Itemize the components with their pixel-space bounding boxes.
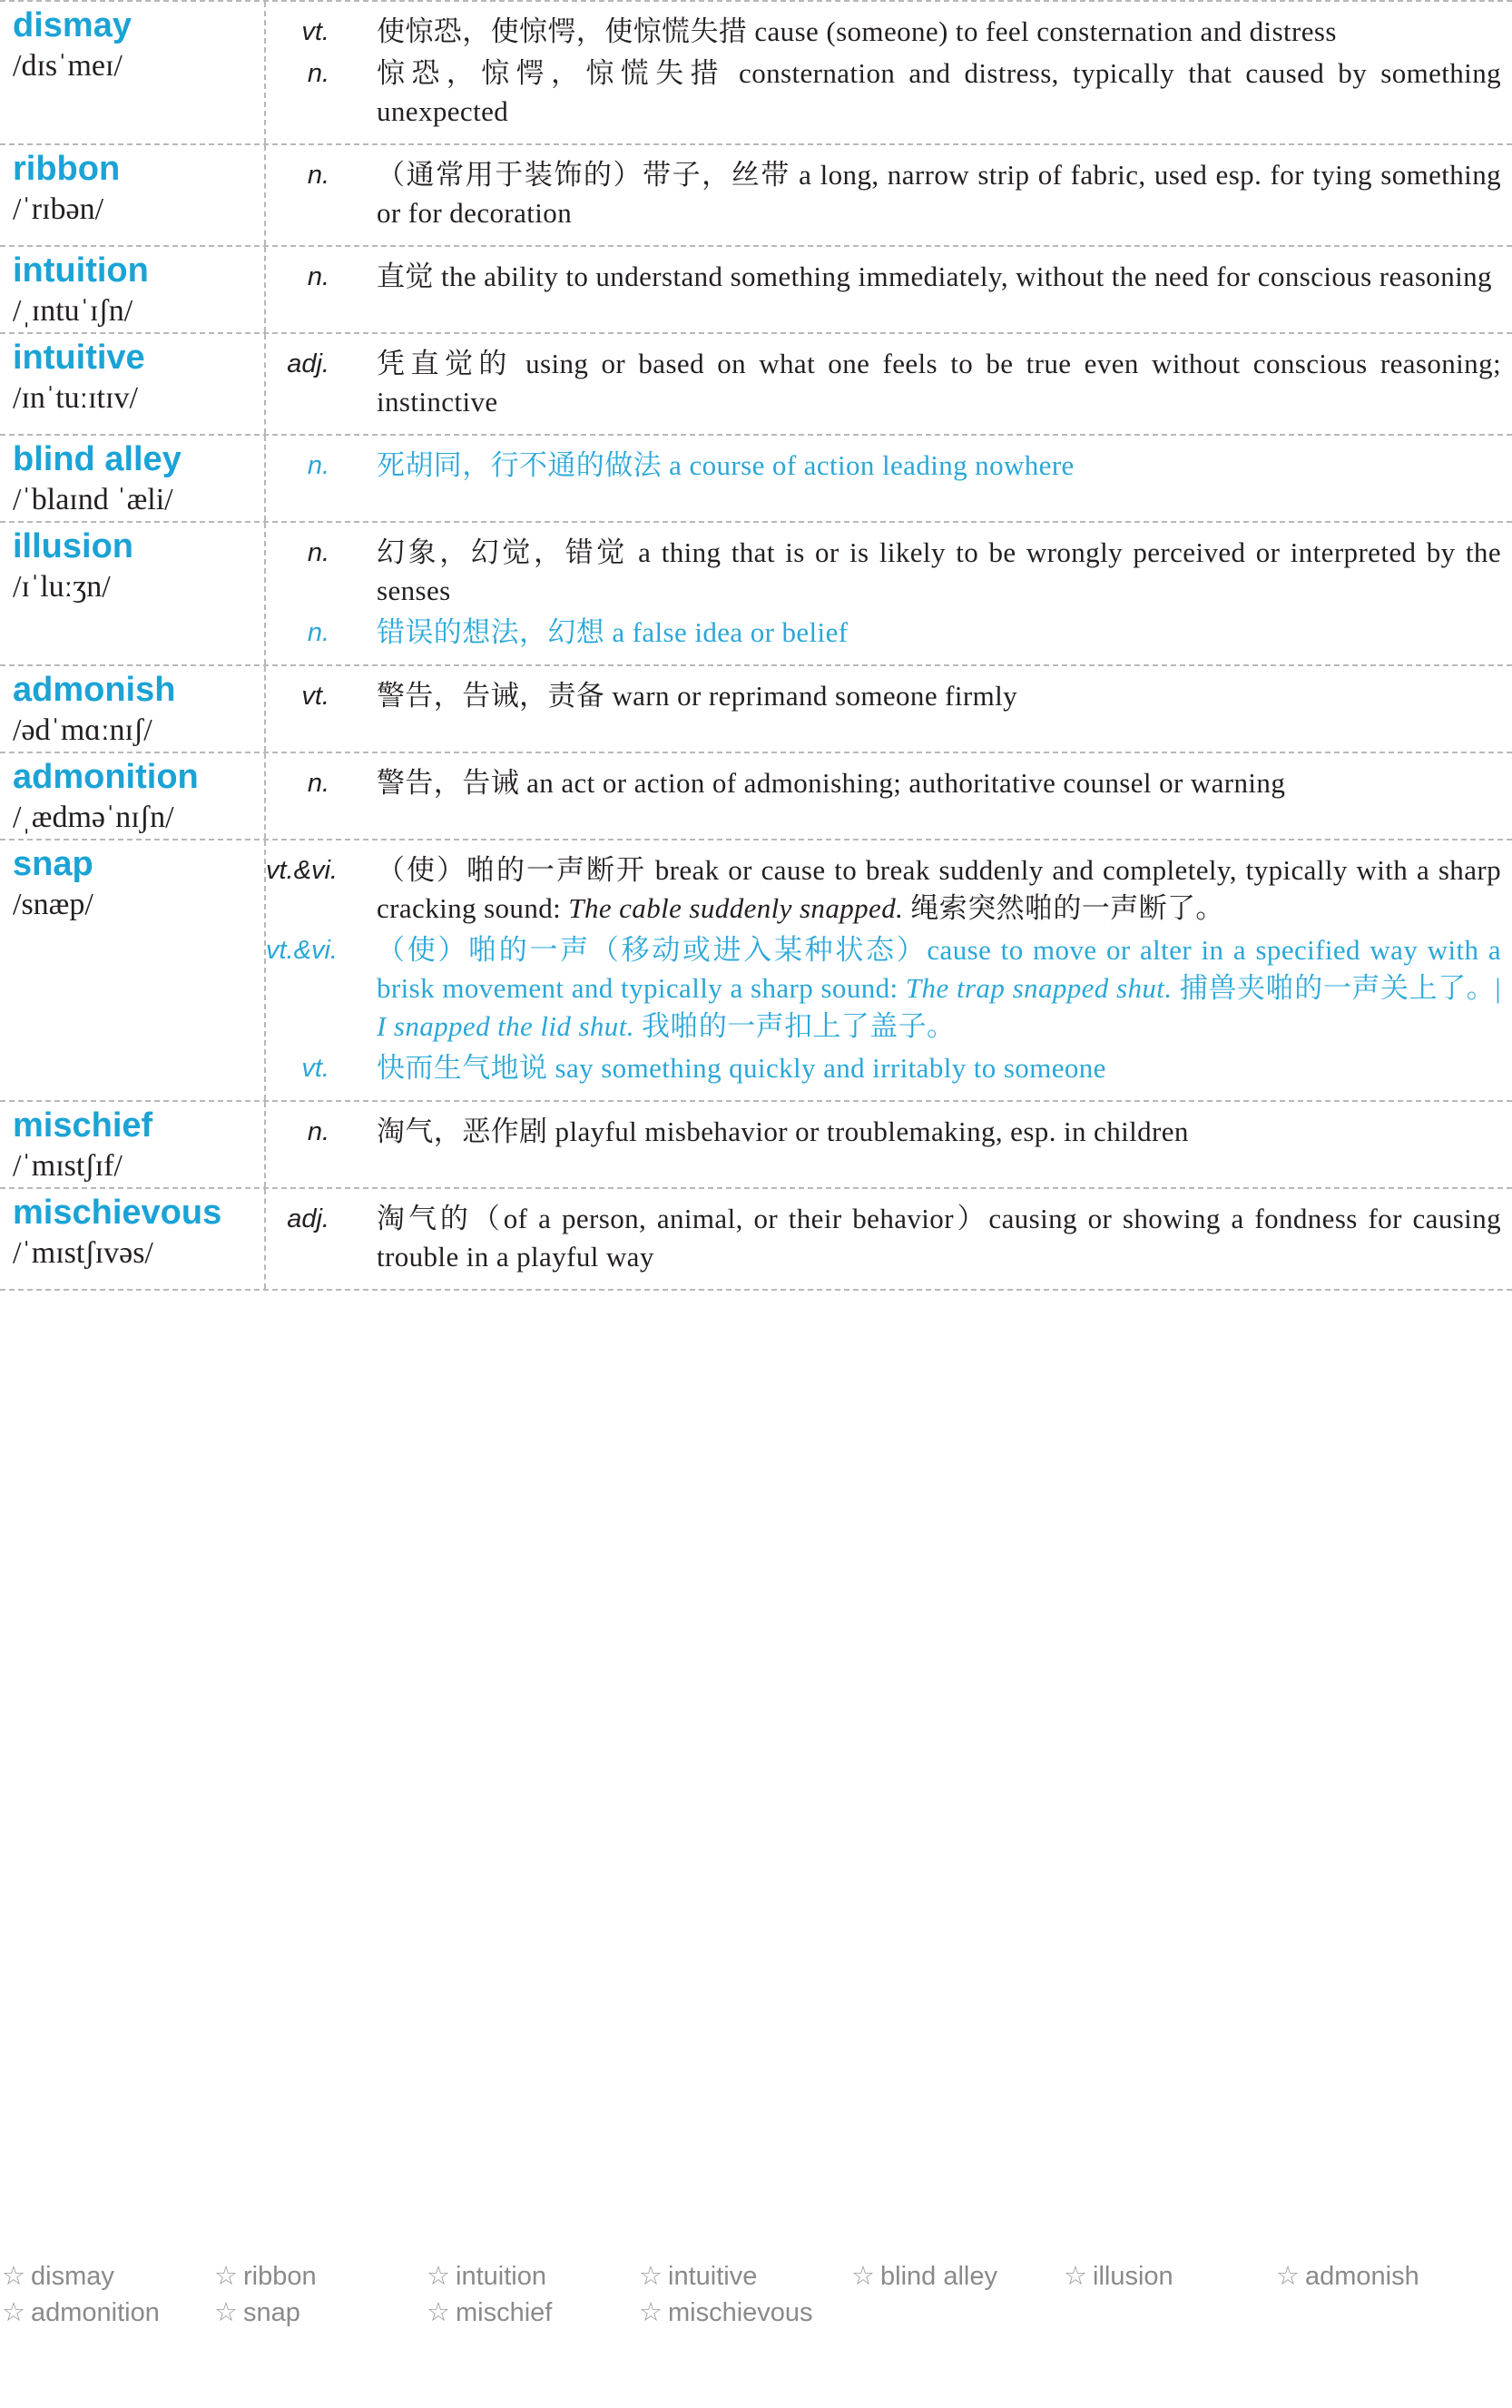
footer-word: intuition: [456, 2262, 546, 2291]
definition-text: [340, 614, 1501, 652]
headword-cell: [0, 840, 266, 1100]
part-of-speech: vt.&vi.: [266, 856, 338, 885]
headword: dismay: [13, 6, 132, 44]
definitions: [266, 1189, 1512, 1289]
star-icon: ☆: [1276, 2262, 1300, 2291]
footer-word: dismay: [31, 2262, 114, 2291]
footer-row: [0, 2295, 1512, 2331]
definition-segment: （使）啪的一声（移动或进入某种状态）cause to move or alter in a specified way with a brisk movement and typically a sharp sound:: [377, 934, 1501, 1004]
part-of-speech: vt.: [301, 17, 329, 46]
definition-text: [340, 447, 1501, 485]
phonetic: /ˈmɪstʃɪvəs/: [13, 1236, 153, 1270]
star-icon: ☆: [427, 2262, 450, 2291]
part-of-speech: adj.: [287, 1204, 329, 1233]
definition: [266, 677, 1501, 715]
definitions: [266, 523, 1512, 664]
vocab-entry: [0, 1189, 1512, 1291]
headword-cell: [0, 666, 266, 752]
definition-text: [340, 764, 1501, 802]
headword: admonition: [13, 758, 199, 796]
part-of-speech: n.: [307, 59, 329, 88]
phonetic: /ˌɪntuˈɪʃn/: [13, 294, 133, 328]
footer-word: admonition: [31, 2298, 160, 2327]
definitions: [266, 2, 1512, 143]
footer-word: mischief: [456, 2298, 553, 2327]
headword: blind alley: [13, 440, 182, 478]
star-icon: ☆: [214, 2298, 238, 2327]
footer-word-item: [1274, 2258, 1487, 2295]
headword-cell: [0, 1189, 266, 1289]
phonetic: /dɪsˈmeɪ/: [13, 49, 123, 83]
definition: [266, 54, 1501, 131]
definitions: [266, 666, 1512, 752]
definition: [266, 851, 1501, 928]
headword-cell: [0, 247, 266, 332]
definitions: [266, 145, 1512, 245]
part-of-speech: n.: [307, 769, 329, 798]
definition: [266, 931, 1501, 1046]
star-icon: ☆: [2, 2262, 25, 2291]
definition-text: [340, 54, 1501, 131]
definition: [266, 764, 1501, 802]
definition-text: [340, 1049, 1501, 1087]
footer-word: admonish: [1305, 2262, 1419, 2291]
vocab-entry: [0, 247, 1512, 334]
definition-segment: 淘气的（of a person, animal, or their behavior）causing or showing a fondness for causing trouble in a playful way: [377, 1203, 1501, 1273]
definition-segment: 绳索突然啪的一声断了。: [903, 892, 1224, 924]
star-icon: ☆: [2, 2298, 25, 2327]
headword: intuition: [13, 251, 149, 290]
definition-text: [340, 1200, 1501, 1276]
part-of-speech: n.: [307, 538, 329, 567]
definition-segment: 错误的想法，幻想 a false idea or belief: [377, 616, 849, 648]
definition-text: [340, 13, 1501, 51]
definition-segment: 直觉 the ability to understand something immediately, without the need for conscious reasoning: [377, 260, 1492, 292]
footer-word: illusion: [1093, 2262, 1173, 2291]
headword-cell: [0, 523, 266, 664]
part-of-speech: n.: [307, 451, 329, 480]
definition: [266, 13, 1501, 51]
phonetic: /ɪnˈtuːɪtɪv/: [13, 381, 138, 415]
definition: [266, 534, 1501, 610]
star-icon: ☆: [1064, 2262, 1087, 2291]
headword-cell: [0, 753, 266, 839]
headword-cell: [0, 436, 266, 521]
footer-row: [0, 2258, 1512, 2295]
vocab-entry: [0, 334, 1512, 436]
phonetic: /snæp/: [13, 888, 93, 921]
part-of-speech: vt.: [301, 1054, 329, 1083]
footer-word-item: [1062, 2258, 1274, 2295]
definition-text: [340, 1113, 1501, 1151]
definition-text: [340, 851, 1501, 928]
definition-segment: （通常用于装饰的）带子，丝带 a long, narrow strip of fabric, used esp. for tying something or for decoration: [377, 159, 1501, 229]
definition: [266, 447, 1501, 485]
headword: illusion: [13, 527, 133, 565]
star-icon: ☆: [639, 2262, 663, 2291]
definition-segment: 惊恐，惊愕，惊慌失措 consternation and distress, typically that caused by something unexpected: [377, 57, 1501, 127]
footer-word-item: [849, 2258, 1062, 2295]
definition: [266, 258, 1501, 296]
definitions: [266, 247, 1512, 332]
footer-word: mischievous: [668, 2298, 813, 2327]
definition-text: [340, 677, 1501, 715]
headword-cell: [0, 334, 266, 434]
definition-segment: 捕兽夹啪的一声关上了。|: [1172, 972, 1501, 1004]
definition: [266, 614, 1501, 652]
definition: [266, 1049, 1501, 1087]
phonetic: /ˈmɪstʃɪf/: [13, 1149, 123, 1183]
vocab-entry: [0, 523, 1512, 666]
definition-segment: 快而生气地说 say something quickly and irritably to someone: [377, 1052, 1106, 1084]
definition-segment: 淘气，恶作剧 playful misbehavior or troublemaking, esp. in children: [377, 1116, 1189, 1147]
example-sentence: The trap snapped shut.: [905, 972, 1173, 1004]
definition-text: [340, 931, 1501, 1046]
definition-text: [340, 534, 1501, 610]
definition-segment: 警告，告诫 an act or action of admonishing; authoritative counsel or warning: [377, 767, 1286, 799]
definition-text: [340, 156, 1501, 232]
example-sentence: The cable suddenly snapped.: [568, 892, 904, 924]
vocab-entry: [0, 666, 1512, 753]
star-icon: ☆: [639, 2298, 663, 2327]
definition: [266, 156, 1501, 232]
vocab-entry: [0, 0, 1512, 145]
definition-segment: 我啪的一声扣上了盖子。: [633, 1010, 956, 1042]
headword-cell: [0, 145, 266, 245]
headword: snap: [13, 845, 93, 883]
footer-word: ribbon: [243, 2262, 317, 2291]
definitions: [266, 753, 1512, 839]
phonetic: /ˈblaɪnd ˈæli/: [13, 483, 173, 516]
definition-text: [340, 345, 1501, 421]
definition-text: [340, 258, 1501, 296]
definition: [266, 1113, 1501, 1151]
definition-segment: 幻象，幻觉，错觉 a thing that is or is likely to be wrongly perceived or interpreted by the senses: [377, 536, 1501, 606]
definition-segment: （使）啪的一声断开 break or cause to break suddenly and completely, typically with a sharp cracking sound:: [377, 854, 1501, 924]
phonetic: /ˈrɪbən/: [13, 192, 104, 226]
part-of-speech: n.: [307, 161, 329, 190]
definitions: [266, 1102, 1512, 1187]
star-icon: ☆: [851, 2262, 875, 2291]
footer-word: blind alley: [880, 2262, 997, 2291]
phonetic: /ˌædməˈnɪʃn/: [13, 801, 174, 834]
definition: [266, 1200, 1501, 1276]
vocab-entry: [0, 753, 1512, 840]
definition-segment: 死胡同，行不通的做法 a course of action leading nowhere: [377, 449, 1075, 481]
vocab-entry: [0, 145, 1512, 247]
headword-cell: [0, 1102, 266, 1187]
definitions: [266, 334, 1512, 434]
vocab-entry: [0, 1102, 1512, 1189]
definition: [266, 345, 1501, 421]
star-icon: ☆: [214, 2262, 238, 2291]
footer-word-item: [637, 2295, 849, 2331]
footer-word-item: [0, 2258, 212, 2295]
headword: mischief: [13, 1106, 153, 1145]
footer-word-item: [0, 2295, 212, 2331]
footer-word: snap: [243, 2298, 300, 2327]
footer-word-item: [425, 2295, 637, 2331]
part-of-speech: vt.: [301, 682, 329, 711]
definitions: [266, 436, 1512, 521]
headword: admonish: [13, 671, 176, 709]
footer-word-item: [425, 2258, 637, 2295]
word-index-footer: [0, 2258, 1512, 2331]
phonetic: /ədˈmɑːnɪʃ/: [13, 713, 152, 747]
vocab-entry: [0, 840, 1512, 1102]
part-of-speech: n.: [307, 1117, 329, 1146]
headword-cell: [0, 2, 266, 143]
definition-segment: 使惊恐，使惊愕，使惊慌失措 cause (someone) to feel consternation and distress: [377, 15, 1337, 47]
headword: intuitive: [13, 339, 145, 377]
headword: ribbon: [13, 150, 121, 188]
part-of-speech: n.: [307, 618, 329, 647]
footer-word-item: [637, 2258, 849, 2295]
star-icon: ☆: [427, 2298, 450, 2327]
part-of-speech: adj.: [287, 349, 329, 378]
part-of-speech: vt.&vi.: [266, 936, 338, 965]
footer-word-item: [212, 2295, 425, 2331]
footer-word: intuitive: [668, 2262, 758, 2291]
example-sentence: I snapped the lid shut.: [377, 1010, 634, 1042]
vocab-entry: [0, 436, 1512, 523]
definition-segment: 凭直觉的 using or based on what one feels to be true even without conscious reasoning; instinctive: [377, 348, 1501, 418]
headword: mischievous: [13, 1194, 222, 1232]
phonetic: /ɪˈluːʒn/: [13, 570, 111, 604]
footer-word-item: [212, 2258, 425, 2295]
definition-segment: 警告，告诫，责备 warn or reprimand someone firmly: [377, 680, 1018, 712]
part-of-speech: n.: [307, 262, 329, 291]
definitions: [266, 840, 1512, 1100]
